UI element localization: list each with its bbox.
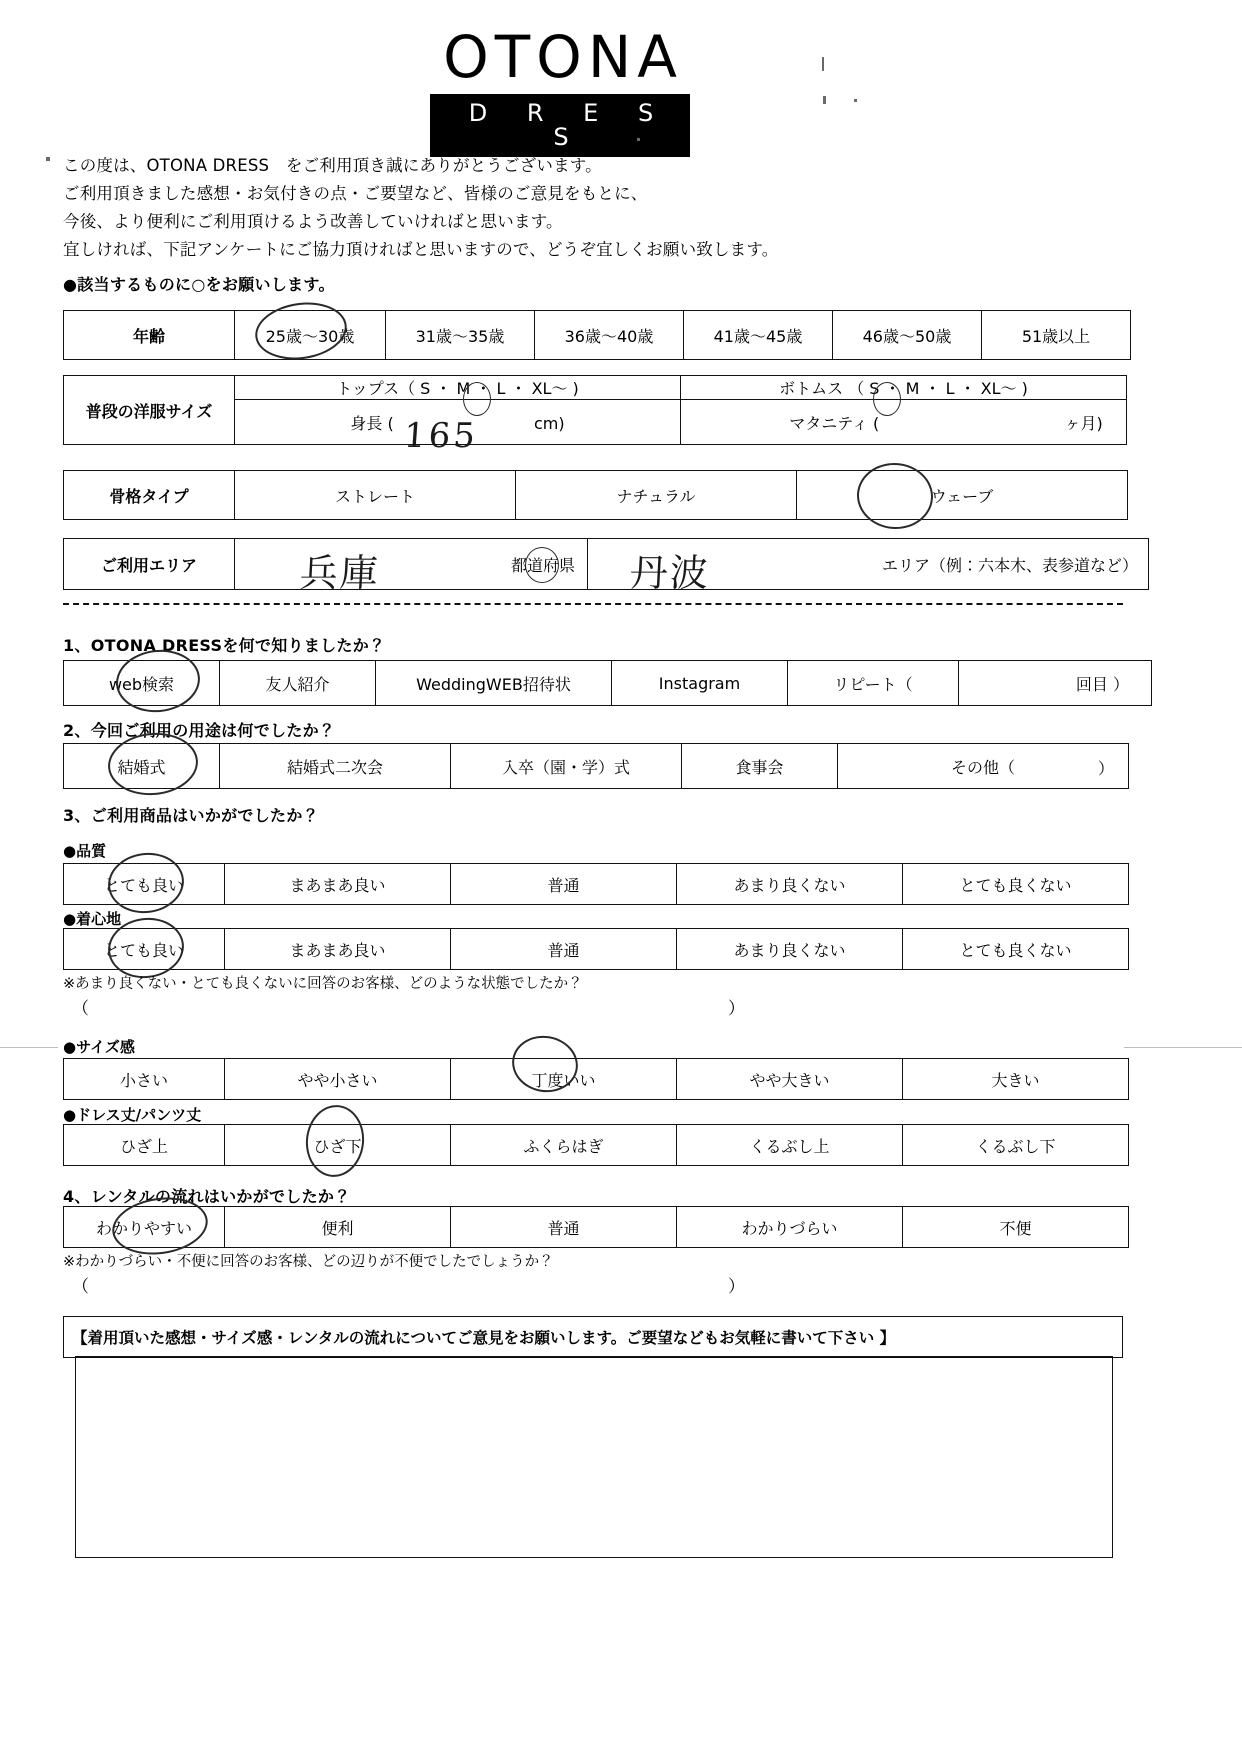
scan-speck	[822, 57, 824, 71]
q3-length-table	[63, 1124, 1129, 1166]
intro-line-3: 今後、より便利にご利用頂けるよう改善していければと思います。	[63, 212, 563, 231]
area-cell[interactable]	[588, 539, 1149, 590]
q4-answer-open: （	[72, 1277, 89, 1297]
q3-length-option-0[interactable]: ひざ上	[64, 1125, 225, 1166]
clothing-size-table	[63, 375, 1127, 445]
q4-option-1[interactable]: 便利	[225, 1207, 451, 1248]
q3-fit-option-3[interactable]: やや大きい	[677, 1059, 903, 1100]
table-row	[64, 311, 1131, 360]
table-row	[64, 661, 1152, 706]
q3-comfort-label: ●着心地	[63, 910, 122, 928]
q3-comfort-answer-open: （	[72, 999, 89, 1019]
intro-line-1: この度は、OTONA DRESS をご利用頂き誠にありがとうございます。	[63, 156, 602, 175]
q3-comfort-option-0[interactable]: とても良い	[64, 929, 225, 970]
age-option-5[interactable]: 51歳以上	[982, 311, 1131, 360]
body-type-option-1[interactable]: ナチュラル	[516, 471, 797, 520]
q3-fit-option-1[interactable]: やや小さい	[225, 1059, 451, 1100]
logo-wordmark: OTONA	[443, 23, 683, 91]
q3-title: 3、ご利用商品はいかがでしたか？	[63, 806, 319, 825]
q1-option-5[interactable]: 回目 ）	[959, 661, 1152, 706]
instruction-label: ●該当するものに○をお願いします。	[63, 275, 335, 294]
scan-speck	[854, 99, 857, 102]
height-label: 身長 (	[350, 413, 394, 433]
q2-option-2[interactable]: 入卒（園・学）式	[451, 744, 682, 789]
prefecture-hint: 都道府県	[510, 555, 575, 575]
clothing-size-row-label: 普段の洋服サイズ	[64, 376, 235, 445]
area-table	[63, 538, 1149, 590]
table-row	[64, 1059, 1129, 1100]
q4-option-0[interactable]: わかりやすい	[64, 1207, 225, 1248]
prefecture-cell[interactable]	[235, 539, 588, 590]
age-option-2[interactable]: 36歳〜40歳	[535, 311, 684, 360]
table-row	[64, 1207, 1129, 1248]
q4-note: ※わかりづらい・不便に回答のお客様、どの辺りが不便でしたでしょうか？	[63, 1254, 554, 1270]
scan-speck	[823, 96, 826, 104]
intro-line-4: 宜しければ、下記アンケートにご協力頂ければと思いますので、どうぞ宜しくお願い致します。	[63, 240, 779, 259]
q2-option-4[interactable]: その他（	[838, 744, 1129, 789]
q1-option-2[interactable]: WeddingWEB招待状	[376, 661, 612, 706]
brand-logo	[430, 23, 690, 157]
q4-table	[63, 1206, 1129, 1248]
q3-comfort-option-4[interactable]: とても良くない	[903, 929, 1129, 970]
q3-length-option-3[interactable]: くるぶし上	[677, 1125, 903, 1166]
table-row	[64, 471, 1128, 520]
q4-title: 4、レンタルの流れはいかがでしたか？	[63, 1187, 351, 1206]
q4-answer-close: ）	[728, 1277, 745, 1297]
q3-comfort-option-3[interactable]: あまり良くない	[677, 929, 903, 970]
q1-option-0[interactable]: web検索	[64, 661, 220, 706]
area-row-label: ご利用エリア	[64, 539, 235, 590]
q4-option-4[interactable]: 不便	[903, 1207, 1129, 1248]
age-option-4[interactable]: 46歳〜50歳	[833, 311, 982, 360]
table-row	[64, 376, 1127, 400]
age-option-0[interactable]: 25歳〜30歳	[235, 311, 386, 360]
section-divider	[63, 603, 1123, 605]
age-row-label: 年齢	[64, 311, 235, 360]
maternity-cell[interactable]	[681, 400, 1127, 445]
body-type-option-0[interactable]: ストレート	[235, 471, 516, 520]
intro-line-2: ご利用頂きました感想・お気付きの点・ご要望など、皆様のご意見をもとに、	[63, 184, 648, 203]
q3-length-option-4[interactable]: くるぶし下	[903, 1125, 1129, 1166]
q3-fit-table	[63, 1058, 1129, 1100]
scan-artifact	[0, 1047, 58, 1048]
q3-fit-option-0[interactable]: 小さい	[64, 1059, 225, 1100]
height-unit: cm)	[533, 413, 565, 433]
body-type-table	[63, 470, 1128, 520]
q3-fit-label: ●サイズ感	[63, 1038, 135, 1056]
q3-fit-option-4[interactable]: 大きい	[903, 1059, 1129, 1100]
age-table	[63, 310, 1131, 360]
table-row	[64, 864, 1129, 905]
q4-option-3[interactable]: わかりづらい	[677, 1207, 903, 1248]
table-row	[64, 1125, 1129, 1166]
q3-comfort-table	[63, 928, 1129, 970]
maternity-label: マタニティ (	[789, 413, 880, 433]
q3-quality-option-1[interactable]: まあまあ良い	[225, 864, 451, 905]
q1-table	[63, 660, 1152, 706]
scan-speck	[46, 157, 50, 161]
tops-size-cell[interactable]: トップス（ S ・ M ・ L ・ XL〜 )	[235, 376, 681, 400]
age-option-1[interactable]: 31歳〜35歳	[386, 311, 535, 360]
q3-quality-option-4[interactable]: とても良くない	[903, 864, 1129, 905]
q2-title: 2、今回ご利用の用途は何でしたか？	[63, 721, 336, 740]
maternity-unit: ヶ月)	[1064, 413, 1103, 433]
table-row	[64, 744, 1129, 789]
scan-artifact	[1124, 1047, 1242, 1048]
table-row	[64, 929, 1129, 970]
q2-option-0[interactable]: 結婚式	[64, 744, 220, 789]
q2-other-close-paren: ）	[1098, 759, 1115, 778]
intro-text	[63, 152, 1123, 264]
q2-table	[63, 743, 1129, 789]
q3-length-label: ●ドレス丈/パンツ丈	[63, 1106, 202, 1124]
handwritten-prefecture-value: 兵庫	[298, 551, 381, 595]
body-type-row-label: 骨格タイプ	[64, 471, 235, 520]
q1-title: 1、OTONA DRESSを何で知りましたか？	[63, 636, 386, 655]
logo-subtitle: D R E S S	[430, 94, 690, 157]
q2-option-3[interactable]: 食事会	[682, 744, 838, 789]
q3-length-option-1[interactable]: ひざ下	[225, 1125, 451, 1166]
q3-comfort-answer-close: ）	[728, 999, 745, 1019]
body-type-option-2[interactable]: ウェーブ	[797, 471, 1128, 520]
q3-quality-table	[63, 863, 1129, 905]
comment-heading: 【着用頂いた感想・サイズ感・レンタルの流れについてご意見をお願いします。ご要望などもお気軽に書いて下さい 】	[63, 1316, 1123, 1358]
q3-fit-option-2[interactable]: 丁度いい	[451, 1059, 677, 1100]
q1-option-1[interactable]: 友人紹介	[220, 661, 376, 706]
age-option-3[interactable]: 41歳〜45歳	[684, 311, 833, 360]
q2-option-1[interactable]: 結婚式二次会	[220, 744, 451, 789]
q1-option-3[interactable]: Instagram	[612, 661, 788, 706]
q3-length-option-2[interactable]: ふくらはぎ	[451, 1125, 677, 1166]
q3-quality-option-3[interactable]: あまり良くない	[677, 864, 903, 905]
q4-option-2[interactable]: 普通	[451, 1207, 677, 1248]
q1-option-4[interactable]: リピート（	[788, 661, 959, 706]
handwritten-height-value: 165	[402, 416, 480, 456]
bottoms-size-cell[interactable]: ボトムス （ S ・ M ・ L ・ XL〜 )	[681, 376, 1127, 400]
handwritten-area-value: 丹波	[628, 551, 711, 595]
scan-speck	[637, 138, 640, 141]
q3-quality-label: ●品質	[63, 842, 107, 860]
height-cell[interactable]	[235, 400, 681, 445]
q3-quality-option-2[interactable]: 普通	[451, 864, 677, 905]
q3-comfort-note: ※あまり良くない・とても良くないに回答のお客様、どのような状態でしたか？	[63, 976, 583, 992]
table-row	[64, 539, 1149, 590]
q3-comfort-option-2[interactable]: 普通	[451, 929, 677, 970]
q3-quality-option-0[interactable]: とても良い	[64, 864, 225, 905]
q3-comfort-option-1[interactable]: まあまあ良い	[225, 929, 451, 970]
area-hint: エリア（例：六本木、表参道など）	[881, 555, 1138, 575]
comment-box[interactable]	[75, 1356, 1113, 1558]
